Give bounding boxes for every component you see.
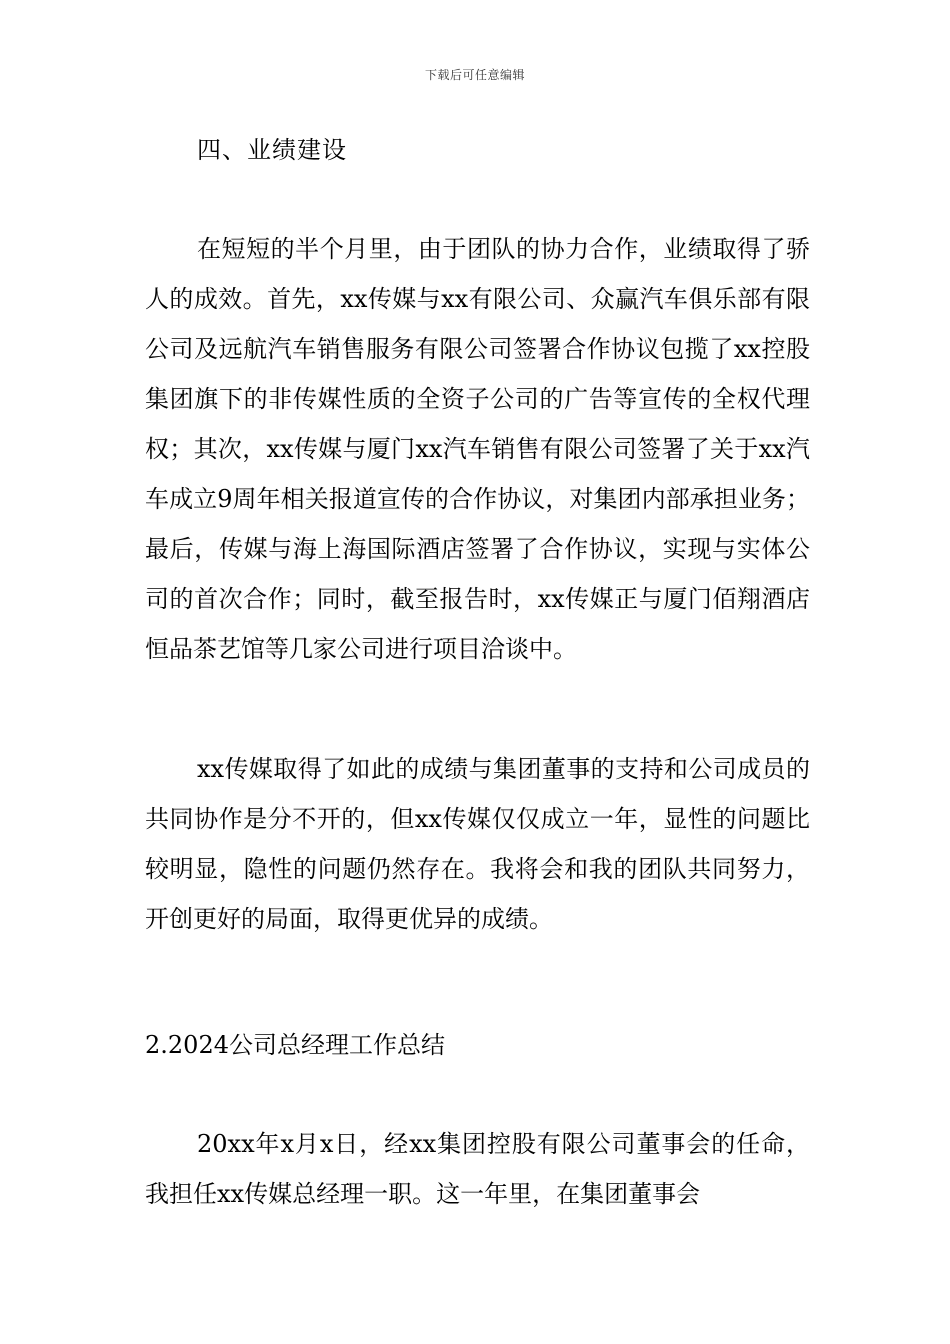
subheading-gm-summary: 2.2024公司总经理工作总结	[145, 1031, 445, 1059]
paragraph-outlook: xx传媒取得了如此的成绩与集团董事的支持和公司成员的共同协作是分不开的，但xx传媒仅仅成立一年，显性的问题比较明显，隐性的问题仍然存在。我将会和我的团队共同努力，开创更好的局面，取得更优异的成绩。	[145, 755, 810, 933]
header-note: 下载后可任意编辑	[424, 68, 525, 82]
paragraph-achievements: 在短短的半个月里，由于团队的协力合作，业绩取得了骄人的成效。首先，xx传媒与xx有限公司、众赢汽车俱乐部有限公司及远航汽车销售服务有限公司签署合作协议包揽了xx控股集团旗下的非传媒性质的全资子公司的广告等宣传的全权代理权；其次，xx传媒与厦门xx汽车销售有限公司签署了关于xx汽车成立9周年相关报道宣传的合作协议，对集团内部承担业务；最后，传媒与海上海国际酒店签署了合作协议，实现与实体公司的首次合作；同时，截至报告时，xx传媒正与厦门佰翔酒店恒品茶艺馆等几家公司进行项目洽谈中。	[145, 235, 810, 663]
section-heading: 四、业绩建设	[197, 136, 347, 164]
paragraph-gm-intro: 20xx年x月x日，经xx集团控股有限公司董事会的任命，我担任xx传媒总经理一职。这一年里，在集团董事会	[145, 1130, 810, 1208]
